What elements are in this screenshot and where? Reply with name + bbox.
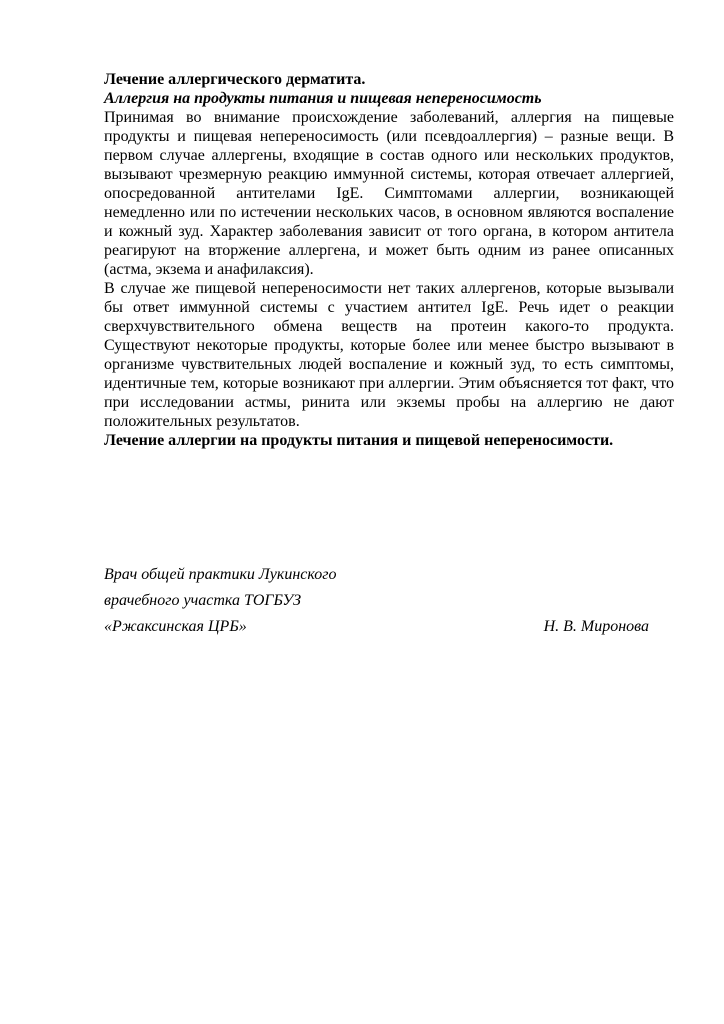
document-heading: Лечение аллергического дерматита. — [104, 71, 366, 88]
paragraph-1: Принимая во внимание происхождение заболеваний, аллергия на пищевые продукты и пищевая непереносимость (или псевдоаллергия) – разные вещи. В первом случае аллергены, входящие в состав одного или нескольких продуктов, вызывают чрезмерную реакцию иммунной системы, которая отвечает аллергией, опосредованной антителами IgE. Симптомами аллергии, возникающей немедленно или по истечении нескольких часов, в основном являются воспаление и кожный зуд. Характер заболевания зависит от того органа, в котором антитела реагируют на вторжение аллергена, и может быть одним из ранее описанных (астма, экзема и анафилаксия). — [104, 109, 674, 278]
signature-name: Н. В. Миронова — [543, 618, 649, 635]
signature-line-1: Врач общей практики Лукинского — [104, 566, 337, 583]
signature-organization: «Ржаксинская ЦРБ» — [104, 618, 247, 635]
document-body — [104, 70, 674, 450]
signature-line-3-row — [104, 614, 649, 640]
closing-heading: Лечение аллергии на продукты питания и пищевой непереносимости. — [104, 432, 614, 449]
paragraph-2: В случае же пищевой непереносимости нет таких аллергенов, которые вызывали бы ответ иммунной системы с участием антител IgE. Речь идет о реакции сверхчувствительного обмена веществ на протеин какого-то продукта. Существуют некоторые продукты, которые более или менее быстро вызывают в организме чувствительных людей воспаление и кожный зуд, то есть симптомы, идентичные тем, которые возникают при аллергии. Этим объясняется тот факт, что при исследовании астмы, ринита или экземы пробы на аллергию не дают положительных результатов. — [104, 280, 674, 430]
signature-block — [104, 562, 649, 640]
signature-line-2: врачебного участка ТОГБУЗ — [104, 592, 301, 609]
document-subheading: Аллергия на продукты питания и пищевая непереносимость — [104, 90, 542, 107]
